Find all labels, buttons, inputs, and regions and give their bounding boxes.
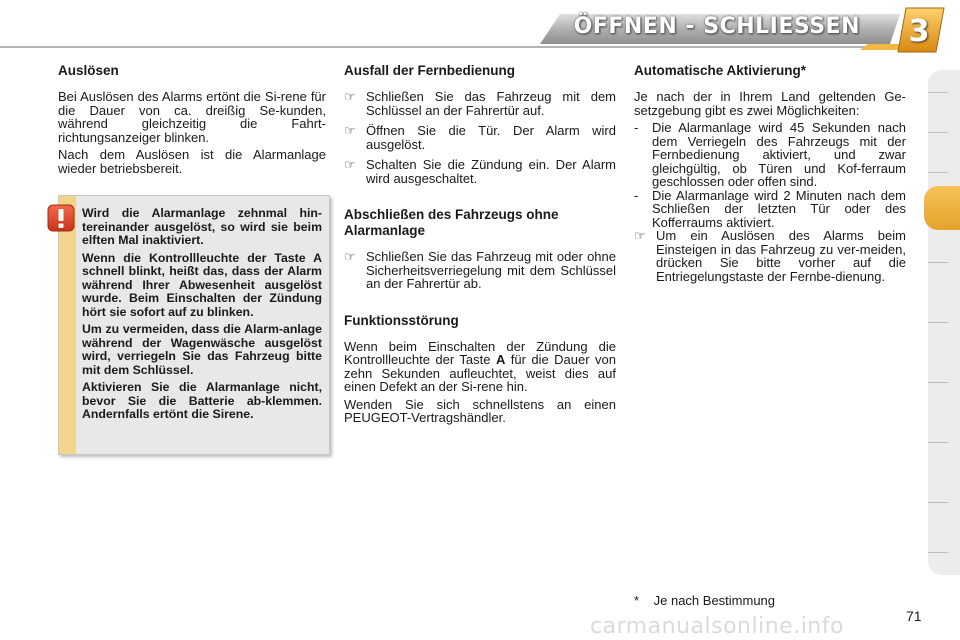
section-heading: Ausfall der Fernbedienung: [344, 63, 516, 78]
key-label: A: [495, 352, 506, 367]
pointing-hand-icon: ☞: [344, 249, 356, 264]
page-header: [0, 0, 960, 56]
chapter-tabs: [928, 70, 960, 575]
warning-paragraph: Wird die Alarmanlage zehnmal hin-tereinander ausgelöst, so wird sie beim elften Mal inaktiviert.: [82, 206, 322, 247]
section-heading: Funktionsstörung: [344, 312, 459, 328]
pointing-hand-icon: ☞: [634, 228, 646, 243]
paragraph: Bei Auslösen des Alarms ertönt die Si-rene für die Dauer von ca. dreißig Se-kunden, während gleichzeitig die Fahrt-richtungsanzeiger blinken.: [58, 89, 326, 145]
warning-paragraph: Wenn die Kontrollleuchte der Taste A schnell blinkt, heißt das, dass der Alarm während Ihrer Abwesenheit ausgelöst wurde. Beim Einschalten der Zündung hört sie sofort auf zu blinken.: [82, 250, 322, 319]
dash-marker: -: [634, 187, 639, 203]
pointing-hand-icon: ☞: [344, 157, 356, 172]
tab-divider: [928, 552, 948, 553]
paragraph: [344, 340, 616, 394]
paragraph-text: Wenn beim Einschalten der Zündung die Kontrollleuchte der Taste: [344, 338, 616, 367]
list-item: [344, 124, 616, 151]
list-item-text: Schließen Sie das Fahrzeug mit oder ohne Sicherheitsverriegelung mit dem Schlüssel an der Fahrertür ab.: [366, 249, 616, 291]
middle-column: [344, 63, 616, 429]
pointing-hand-icon: ☞: [344, 89, 356, 104]
list-item-text: Die Alarmanlage wird 45 Sekunden nach dem Verriegeln des Fahrzeugs mit der Fernbedienung aktiviert, und zwar gleichgültig, ob Türen und Kof-ferraum geschlossen oder offen sind.: [652, 120, 906, 189]
list-item-text: Um ein Auslösen des Alarms beim Einsteigen in das Fahrzeug zu ver-meiden, drücken Sie bitte vorher auf die Entriegelungstaste der Fernbe-dienung.: [656, 228, 906, 284]
tab-divider: [928, 92, 948, 93]
footnote-marker: *: [634, 593, 640, 608]
exclamation-icon: [46, 203, 76, 233]
list-item: [634, 189, 906, 230]
list-item-text: Die Alarmanlage wird 2 Minuten nach dem Schließen der letzten Tür oder des Kofferraums aktiviert.: [652, 187, 906, 230]
section-heading: Abschließen des Fahrzeugs ohne Alarmanlage: [344, 207, 559, 238]
tab-divider: [928, 172, 948, 173]
right-column: [634, 63, 906, 290]
footnote: [634, 593, 775, 608]
footnote-text: Je nach Bestimmung: [653, 593, 776, 608]
list-item-text: Schließen Sie das Fahrzeug mit dem Schlüssel an der Fahrertür auf.: [366, 89, 616, 118]
paragraph: Nach dem Auslösen ist die Alarmanlage wieder betriebsbereit.: [58, 147, 326, 176]
list-item: [634, 229, 906, 283]
warning-text: [82, 207, 322, 426]
chapter-number: 3: [908, 14, 930, 49]
dash-marker: -: [634, 120, 639, 135]
active-chapter-tab: [924, 186, 960, 230]
list-item-text: Öffnen Sie die Tür. Der Alarm wird ausgelöst.: [366, 123, 616, 152]
paragraph: Wenden Sie sich schnellstens an einen PEUGEOT-Vertragshändler.: [344, 396, 616, 425]
paragraph-text: für die Dauer von zehn Sekunden aufleuchtet, weist dies auf einen Defekt an der Si-rene hin.: [344, 352, 616, 394]
list-item: [344, 250, 616, 291]
tab-divider: [928, 132, 948, 133]
page-number: 71: [906, 608, 922, 624]
page-title: ÖFFNEN - SCHLIESSEN: [573, 14, 860, 39]
section-ausloesen: [58, 63, 326, 179]
warning-paragraph: Um zu vermeiden, dass die Alarm-anlage während der Wagenwäsche ausgelöst wird, verriegeln Sie das Fahrzeug bitte mit dem Schlüssel.: [82, 322, 322, 377]
tab-divider: [928, 502, 948, 503]
watermark: carmanualsonline.info: [590, 614, 844, 639]
pointing-hand-icon: ☞: [344, 123, 356, 138]
paragraph: Je nach der in Ihrem Land geltenden Ge-setzgebung gibt es zwei Möglichkeiten:: [634, 89, 906, 118]
tab-divider: [928, 262, 948, 263]
list-item: [344, 158, 616, 185]
tab-divider: [928, 322, 948, 323]
list-item: [344, 90, 616, 117]
section-heading: Auslösen: [58, 63, 119, 78]
list-item: [634, 121, 906, 189]
warning-stripe: [59, 196, 76, 454]
section-heading: Automatische Aktivierung*: [634, 63, 807, 78]
tab-divider: [928, 442, 948, 443]
tab-divider: [928, 382, 948, 383]
warning-paragraph: Aktivieren Sie die Alarmanlage nicht, bevor Sie die Batterie ab-klemmen. Andernfalls ertönt die Sirene.: [82, 380, 322, 421]
list-item-text: Schalten Sie die Zündung ein. Der Alarm wird ausgeschaltet.: [366, 157, 616, 186]
